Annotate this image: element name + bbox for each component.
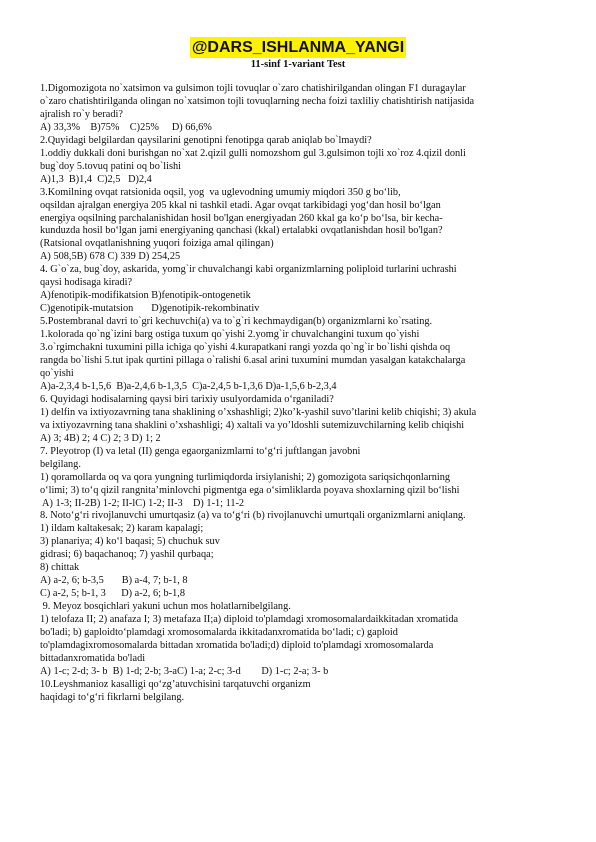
text-line: va ixtiyozavrning tana shaklini o’xshashligi; 4) xaltali va yo’ldoshli sutemizuvchilarning kelib chiqishi xyxy=(40,419,465,431)
text-line: 3.Komilning ovqat ratsionida oqsil, yog va uglevodning umumiy miqdori 350 g bo‘lib, xyxy=(40,186,401,198)
text-line: A)a-2,3,4 b-1,5,6 B)a-2,4,6 b-1,3,5 C)a-2,4,5 b-1,3,6 D)a-1,5,6 b-2,3,4 xyxy=(40,380,337,392)
text-line: o`zaro chatishtirilganda olingan no`xatsimon tojli tovuqlarning necha foizi taxliliy chatishtirish natijasida xyxy=(40,95,475,107)
text-line: C) a-2, 5; b-1, 3 D) a-2, 6; b-1,8 xyxy=(40,588,185,600)
banner-wrapper xyxy=(0,37,596,58)
text-line: A) a-2, 6; b-3,5 B) a-4, 7; b-1, 8 xyxy=(40,575,188,587)
text-line: bittadanxromatida bo'ladi xyxy=(40,652,146,664)
text-line: 3) planariya; 4) ko‘l baqasi; 5) chuchuk suv xyxy=(40,536,220,548)
text-line: 1) qoramollarda oq va qora yungning turlimiqdorda irsiylanishi; 2) gomozigota sariqsichqonlarning xyxy=(40,471,451,483)
text-line: to'plamdagixromosomalarda bittadan xromatida bo'ladi;d) diploid to'plamdagi xromosomalarda xyxy=(40,639,434,651)
text-line: 7. Pleyotrop (I) va letal (II) genga egaorganizmlarni to‘g‘ri juftlangan javobni xyxy=(40,445,361,457)
text-line: A)1,3 B)1,4 C)2,5 D)2,4 xyxy=(40,173,152,185)
text-line: belgilang. xyxy=(40,458,81,470)
text-line: 5.Postembranal davri to`gri kechuvchi(a) va to`g`ri kechmaydigan(b) organizmlarni ko`rsating. xyxy=(40,316,433,328)
text-line: A) 508,5B) 678 C) 339 D) 254,25 xyxy=(40,251,181,263)
text-line: A) 1-3; II-2B) 1-2; II-lC) 1-2; II-3 D) 1-1; 11-2 xyxy=(40,497,245,509)
text-line: 10.Leyshmanioz kasalligi qo‘zg’atuvchisini tarqatuvchi organizm xyxy=(40,678,311,690)
text-line: A) 1-c; 2-d; 3- b B) 1-d; 2-b; 3-aC) 1-a; 2-c; 3-d D) 1-c; 2-a; 3- b xyxy=(40,665,329,677)
text-line: qaysi hodisaga kiradi? xyxy=(40,277,133,289)
text-line: energiya oqsilning parchalanishidan hosil bo'lgan energiyadan 260 kkal ga ko‘p bo‘lsa, bir kecha- xyxy=(40,212,443,224)
text-line: ajralish ro`y beradi? xyxy=(40,108,123,120)
text-line: bug`doy 5.tovuq patini oq bo`lishi xyxy=(40,160,182,172)
text-line: 1) ildam kaltakesak; 2) karam kapalagi; xyxy=(40,523,204,535)
text-line: gidrasi; 6) baqachanoq; 7) yashil qurbaqa; xyxy=(40,549,214,561)
text-line: 8. Noto‘g‘ri rivojlanuvchi umurtqasiz (a) va to‘g‘ri (b) rivojlanuvchi umurtqali organizmlarni aniqlang. xyxy=(40,510,466,522)
text-line: haqidagi to‘g‘ri fikrlarni belgilang. xyxy=(40,691,185,703)
text-line: qo`yishi xyxy=(40,367,74,379)
text-line: A)fenotipik-modifikatsion B)fenotipik-ontogenetik xyxy=(40,290,251,302)
text-line: bo'ladi; b) gaploidto‘plamdagi xromosomalarda ikkitadanxromatida bo‘ladi; c) gaploid xyxy=(40,627,398,639)
text-line: 4. G`o`za, bug`doy, askarida, yomg`ir chuvalchangi kabi organizmlarning poliploid turlarini uchrashi xyxy=(40,264,457,276)
text-line: 1.oddiy dukkali doni burishgan no`xat 2.qizil gulli nomozshom gul 3.gulsimon tojli xo`roz 4.qizil donli xyxy=(40,147,466,159)
text-line: C)genotipik-mutatsion D)genotipik-rekombinativ xyxy=(40,303,260,315)
text-line: 6. Quyidagi hodisalarning qaysi biri tarixiy usulyordamida o‘rganiladi? xyxy=(40,393,334,405)
text-line: 9. Meyoz bosqichlari yakuni uchun mos holatlarnibelgilang. xyxy=(40,601,291,613)
text-line: rangda bo`lishi 5.tut ipak qurtini pillaga o`ralishi 6.asal arini tuxumini mumdan yasalgan katakchalarga xyxy=(40,355,466,367)
text-line: 2.Quyidagi belgilardan qaysilarini genotipni fenotipga qarab aniqlab bo`lmaydi? xyxy=(40,134,372,146)
text-line: oqsildan ajralgan energiya 205 kkal ni tashkil etadi. Agar ovqat tarkibidagi yog‘dan hosil bo‘lgan xyxy=(40,199,441,211)
text-line: (Ratsional ovqatlanishning yuqori foiziga amal qilingan) xyxy=(40,238,274,250)
text-line: kunduzda hosil bo‘lgan jami energiyaning qanchasi (kkal) ertalabki ovqatlanishdan hosil bo'lgan? xyxy=(40,225,443,237)
channel-banner: @DARS_ISHLANMA_YANGI xyxy=(191,39,405,56)
test-subtitle: 11-sinf 1-variant Test xyxy=(250,59,346,70)
text-line: 1.Digomozigota no`xatsimon va gulsimon tojli tovuqlar o`zaro chatishirilgandan olingan F1 duragaylar xyxy=(40,83,466,94)
text-line: A) 3; 4B) 2; 4 C) 2; 3 D) 1; 2 xyxy=(40,432,161,444)
text-line: 1.kolorada qo`ng`izini barg ostiga tuxum qo`yishi 2.yomg`ir chuvalchangini tuxum qo`yishi xyxy=(40,329,420,341)
text-line: o‘limi; 3) to‘q qizil rangnita’minlovchi pigmentga ega o‘simliklarda poyava shoxlarning qizil bo‘lishi xyxy=(40,484,460,496)
text-line: 8) chittak xyxy=(40,562,80,574)
text-line: A) 33,3% B)75% C)25% D) 66,6% xyxy=(40,121,212,133)
text-line: 1) telofaza II; 2) anafaza I; 3) metafaza II;a) diploid to'plamdagi xromosomalardaikkitadan xromatida xyxy=(40,614,459,626)
text-line: 3.o`rgimchakni tuxumini pilla ichiga qo`yishi 4.kurapatkani rangi yozda qo`ng`ir bo`lishi qishda oq xyxy=(40,342,451,354)
text-line: 1) delfin va ixtiyozavrning tana shaklining o’xshashligi; 2)ko’k-yashil suvo’tlarini kelib chiqishi; 3) akula xyxy=(40,406,477,418)
test-questions xyxy=(40,83,565,705)
